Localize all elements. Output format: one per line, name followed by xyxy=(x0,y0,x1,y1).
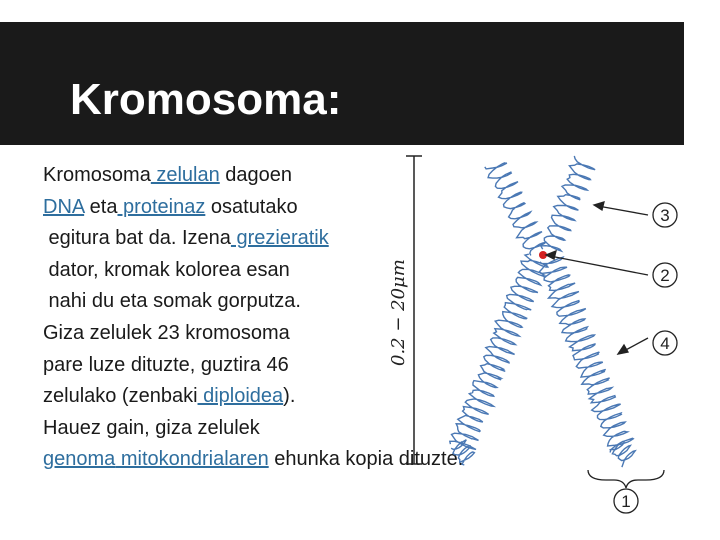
body-text-segment: dagoen xyxy=(219,164,293,186)
callout-2 xyxy=(653,263,677,287)
glossary-link[interactable]: diploidea xyxy=(197,385,284,408)
body-text-segment: ). xyxy=(283,385,296,408)
slide-title: Kromosoma: xyxy=(70,75,342,124)
glossary-link[interactable]: grezieratik xyxy=(230,227,329,250)
body-text-segment: Hauez gain, giza zelulek xyxy=(43,416,260,439)
body-text-segment: nahi du eta somak gorputza. xyxy=(43,290,301,313)
chromatid-right-upper-arm xyxy=(541,156,595,251)
bottom-brace xyxy=(588,470,664,488)
chromatid-left-tip xyxy=(451,440,474,465)
chromatids xyxy=(450,156,635,467)
body-text-segment: osatutako xyxy=(205,195,298,218)
callout-3-label: 3 xyxy=(660,206,670,225)
callout-1-label: 1 xyxy=(621,492,631,511)
chromosome-figure xyxy=(360,148,700,528)
body-text-segment: egitura bat da. Izena xyxy=(43,227,231,250)
callout-2-label: 2 xyxy=(660,266,670,285)
callout-3 xyxy=(653,203,677,227)
callout-1 xyxy=(614,489,638,513)
chromatid-left-lower-arm xyxy=(450,254,548,449)
body-text-segment: dator, kromak kolorea esan xyxy=(43,258,290,281)
callout-4-label: 4 xyxy=(660,334,670,353)
body-text-segment: ehunka kopia dituzte. xyxy=(268,448,464,471)
glossary-link[interactable]: genoma xyxy=(43,448,116,471)
glossary-link[interactable]: DNA xyxy=(43,195,85,218)
scale-label: 0.2 − 20μm xyxy=(388,259,409,366)
body-text-segment: Kromosoma xyxy=(43,164,151,186)
glossary-link[interactable]: mitokondrialaren xyxy=(115,448,269,471)
body-text-segment: Giza zelulek 23 kromosoma xyxy=(43,321,290,344)
glossary-link[interactable]: zelulan xyxy=(150,164,220,186)
body-text-segment: zelulako (zenbaki xyxy=(43,385,198,408)
glossary-link[interactable]: proteinaz xyxy=(117,195,206,218)
body-text-segment: eta xyxy=(84,195,118,218)
chromatid-right-lower-arm xyxy=(539,257,633,452)
callout-4 xyxy=(653,331,677,355)
chromatid-left-upper-arm xyxy=(485,163,546,256)
body-text-segment: pare luze dituzte, guztira 46 xyxy=(43,353,289,376)
